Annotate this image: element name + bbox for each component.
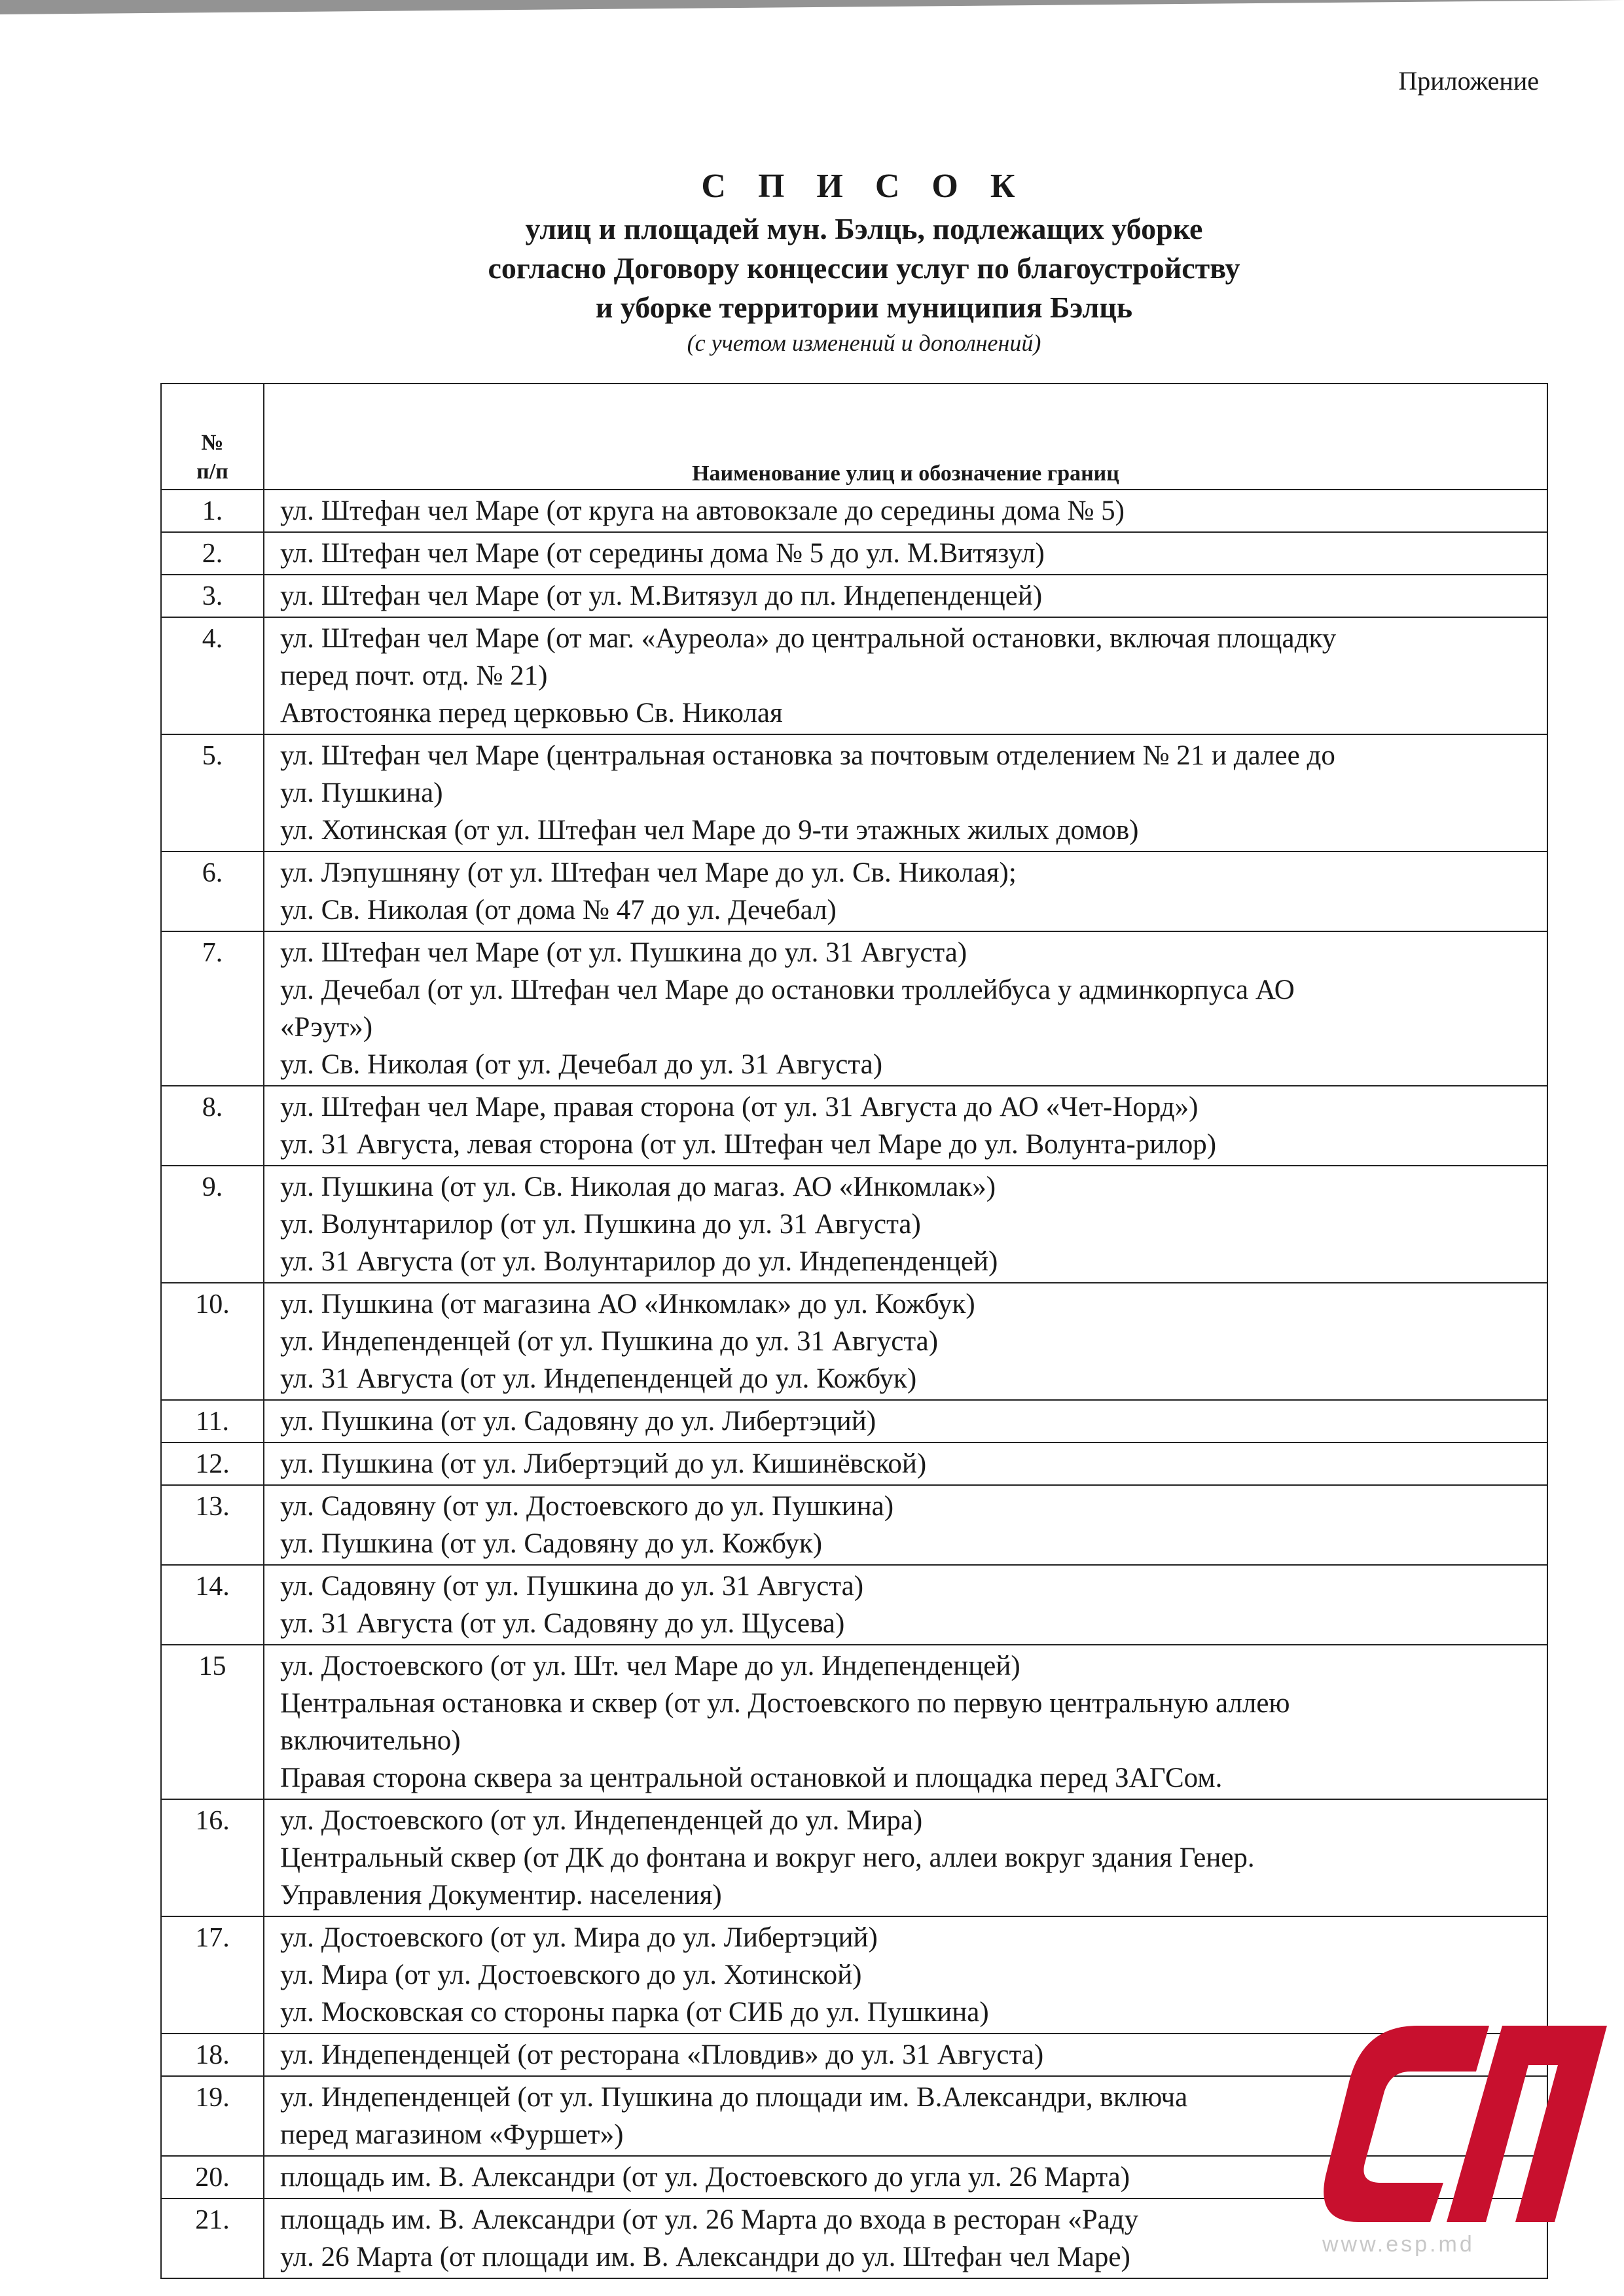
row-number: 3. [161,575,264,617]
row-description [264,734,1547,852]
table-row [161,1485,1547,1565]
description-line: Автостоянка перед церковью Св. Николая [280,698,783,728]
row-number: 4. [161,617,264,734]
row-description [264,490,1547,532]
scan-corner-shadow [0,0,1624,14]
table-row [161,1645,1547,1799]
row-description [264,1565,1547,1645]
row-description [264,1086,1547,1166]
description-line: ул. Достоевского (от ул. Шт. чел Маре до ул. Индепенденцей) [280,1651,1020,1681]
row-number: 19. [161,2076,264,2156]
row-description [264,1799,1547,1916]
description-line: ул. Хотинская (от ул. Штефан чел Маре до 9-ти этажных жилых домов) [280,815,1139,846]
row-description [264,852,1547,931]
table-row [161,1443,1547,1485]
row-number: 17. [161,1916,264,2034]
description-line: перед магазином «Фуршет») [280,2119,624,2150]
row-number: 21. [161,2198,264,2278]
streets-table [160,383,1548,2279]
table-row [161,490,1547,532]
row-number: 6. [161,852,264,931]
description-line: «Рэут») [280,1012,373,1043]
row-description [264,1485,1547,1565]
title-block [157,167,1571,359]
description-line: Правая сторона сквера за центральной остановкой и площадка перед ЗАГСом. [280,1763,1223,1793]
table-row [161,1400,1547,1443]
row-number: 18. [161,2034,264,2076]
number-header-symbol: № [201,431,224,455]
row-description [264,575,1547,617]
title-line-3: и уборке территории муниципия Бэлць [595,291,1133,324]
description-line: ул. Пушкина (от ул. Садовяну до ул. Кожбук) [280,1528,823,1559]
name-column-header: Наименование улиц и обозначение границ [264,384,1547,490]
description-line: ул. Штефан чел Маре (от круга на автовокзале до середины дома № 5) [280,495,1125,526]
table-header-row [161,384,1547,490]
row-number: 7. [161,931,264,1086]
description-line: ул. Волунтарилор (от ул. Пушкина до ул. 31 Августа) [280,1209,921,1240]
description-line: ул. Штефан чел Маре, правая сторона (от ул. 31 Августа до АО «Чет-Норд») [280,1092,1199,1122]
title-note: (с учетом изменений и дополнений) [687,330,1041,356]
description-line: включительно) [280,1725,461,1756]
row-number: 5. [161,734,264,852]
table-row [161,1799,1547,1916]
row-number: 11. [161,1400,264,1443]
description-line: ул. 31 Августа (от ул. Садовяну до ул. Щусева) [280,1608,845,1639]
row-number: 20. [161,2156,264,2198]
description-line: ул. Дечебал (от ул. Штефан чел Маре до остановки троллейбуса у админкорпуса АО [280,975,1295,1005]
row-number: 15 [161,1645,264,1799]
table-row [161,734,1547,852]
description-line: Центральный сквер (от ДК до фонтана и вокруг него, аллеи вокруг здания Генер. [280,1842,1255,1873]
description-line: перед почт. отд. № 21) [280,660,548,691]
description-line: ул. Штефан чел Маре (центральная остановка за почтовым отделением № 21 и далее до [280,740,1335,771]
row-number: 13. [161,1485,264,1565]
row-description [264,931,1547,1086]
table-row [161,617,1547,734]
description-line: ул. Садовяну (от ул. Достоевского до ул. Пушкина) [280,1491,894,1522]
description-line: площадь им. В. Александри (от ул. Достоевского до угла ул. 26 Марта) [280,2162,1130,2193]
description-line: ул. Мира (от ул. Достоевского до ул. Хотинской) [280,1960,862,1990]
description-line: ул. Штефан чел Маре (от ул. М.Витязул до пл. Индепенденцей) [280,581,1043,611]
description-line: ул. Индепенденцей (от ресторана «Пловдив» до ул. 31 Августа) [280,2039,1044,2070]
table-row [161,931,1547,1086]
description-line: ул. Пушкина) [280,778,443,808]
row-number: 16. [161,1799,264,1916]
description-line: площадь им. В. Александри (от ул. 26 Марта до входа в ресторан «Раду [280,2204,1139,2235]
sp-logo [1319,2013,1607,2229]
row-number: 10. [161,1283,264,1400]
annex-label: Приложение [1398,66,1539,96]
description-line: ул. Пушкина (от ул. Либертэций до ул. Кишинёвской) [280,1448,927,1479]
table-row [161,852,1547,931]
table-row [161,1565,1547,1645]
table-row [161,575,1547,617]
row-description [264,1645,1547,1799]
description-line: ул. Московская со стороны парка (от СИБ до ул. Пушкина) [280,1997,989,2028]
description-line: ул. Садовяну (от ул. Пушкина до ул. 31 Августа) [280,1571,864,1602]
number-column-header [161,384,264,490]
row-number: 2. [161,532,264,575]
description-line: ул. Штефан чел Маре (от маг. «Ауреола» до центральной остановки, включая площадку [280,623,1337,654]
row-number: 8. [161,1086,264,1166]
description-line: Центральная остановка и сквер (от ул. Достоевского по первую центральную аллею [280,1688,1290,1719]
table-row [161,1166,1547,1283]
description-line: ул. 31 Августа (от ул. Волунтарилор до ул. Индепенденцей) [280,1246,998,1277]
row-number: 14. [161,1565,264,1645]
description-line: Управления Документир. населения) [280,1880,722,1910]
description-line: ул. 31 Августа (от ул. Индепенденцей до ул. Кожбук) [280,1363,917,1394]
description-line: ул. Пушкина (от магазина АО «Инкомлак» до ул. Кожбук) [280,1289,975,1319]
table-row [161,532,1547,575]
number-header-abbrev: п/п [196,459,228,484]
description-line: ул. Штефан чел Маре (от середины дома № 5 до ул. М.Витязул) [280,538,1045,569]
description-line: ул. Пушкина (от ул. Садовяну до ул. Либертэций) [280,1406,876,1437]
document-title: С П И С О К [701,168,1027,205]
description-line: ул. Достоевского (от ул. Индепенденцей до ул. Мира) [280,1805,923,1836]
description-line: ул. Св. Николая (от ул. Дечебал до ул. 31 Августа) [280,1049,883,1080]
title-line-2: согласно Договору концессии услуг по благоустройству [488,251,1240,285]
row-description [264,617,1547,734]
description-line: ул. Св. Николая (от дома № 47 до ул. Дечебал) [280,895,837,925]
description-line: ул. Штефан чел Маре (от ул. Пушкина до ул. 31 Августа) [280,937,967,968]
row-description [264,532,1547,575]
table-row [161,1283,1547,1400]
description-line: ул. Индепенденцей (от ул. Пушкина до площади им. В.Александри, включа [280,2082,1188,2113]
table-row [161,1086,1547,1166]
row-description [264,1166,1547,1283]
description-line: ул. 31 Августа, левая сторона (от ул. Штефан чел Маре до ул. Волунта-рилор) [280,1129,1217,1160]
description-line: ул. Достоевского (от ул. Мира до ул. Либертэций) [280,1922,878,1953]
description-line: ул. 26 Марта (от площади им. В. Александри до ул. Штефан чел Маре) [280,2242,1130,2272]
row-number: 9. [161,1166,264,1283]
row-description [264,1443,1547,1485]
description-line: ул. Индепенденцей (от ул. Пушкина до ул. 31 Августа) [280,1326,939,1357]
row-number: 12. [161,1443,264,1485]
row-description [264,1400,1547,1443]
description-line: ул. Лэпушняну (от ул. Штефан чел Маре до ул. Св. Николая); [280,857,1017,888]
table-body [161,490,1547,2278]
title-line-1: улиц и площадей мун. Бэлць, подлежащих уборке [525,212,1203,245]
row-number: 1. [161,490,264,532]
watermark-text: www.esp.md [1322,2232,1475,2257]
description-line: ул. Пушкина (от ул. Св. Николая до магаз. АО «Инкомлак») [280,1172,996,1202]
row-description [264,1283,1547,1400]
